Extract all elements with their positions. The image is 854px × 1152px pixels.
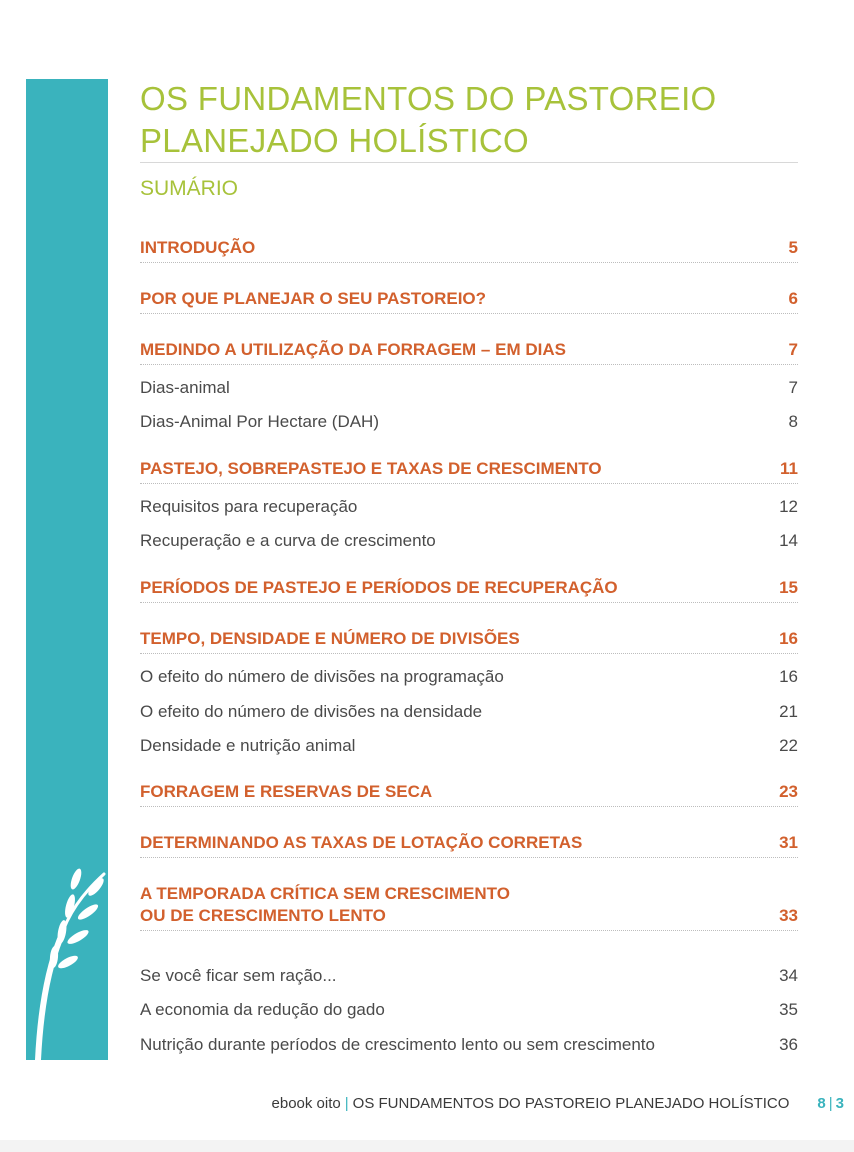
page-title: OS FUNDAMENTOS DO PASTOREIO PLANEJADO HOLÍSTICO <box>140 80 717 159</box>
toc-entry-label: PERÍODOS DE PASTEJO E PERÍODOS DE RECUPERAÇÃO <box>140 578 618 597</box>
toc-entry-label: Recuperação e a curva de crescimento <box>140 531 436 550</box>
toc-entry[interactable] <box>140 237 798 263</box>
toc-entry-label: DETERMINANDO AS TAXAS DE LOTAÇÃO CORRETAS <box>140 833 583 852</box>
toc-entry-page: 21 <box>779 702 798 721</box>
footer-page-number-right: 3 <box>835 1095 844 1112</box>
toc-entry[interactable] <box>140 735 798 757</box>
toc-entry[interactable] <box>140 288 798 314</box>
toc-entry-page: 14 <box>779 531 798 550</box>
toc-entry-label: A economia da redução do gado <box>140 1000 385 1019</box>
toc-entry[interactable] <box>140 411 798 433</box>
sidebar-band <box>26 79 108 1060</box>
toc-entry-label: TEMPO, DENSIDADE E NÚMERO DE DIVISÕES <box>140 629 520 648</box>
toc-entry-page: 12 <box>779 497 798 516</box>
toc-entry[interactable] <box>140 339 798 365</box>
toc-entry[interactable] <box>140 1034 798 1056</box>
toc-entry-label: Densidade e nutrição animal <box>140 736 356 755</box>
toc-entry-page: 15 <box>779 578 798 597</box>
toc-entry-page: 11 <box>780 459 798 478</box>
toc-entry-page: 6 <box>788 289 798 308</box>
toc-entry-label: PASTEJO, SOBREPASTEJO E TAXAS DE CRESCIMENTO <box>140 459 602 478</box>
toc-entry-label: Requisitos para recuperação <box>140 497 358 516</box>
toc-entry-label: Nutrição durante períodos de crescimento lento ou sem crescimento <box>140 1035 655 1054</box>
toc-entry[interactable] <box>140 666 798 688</box>
toc-entry-label: A TEMPORADA CRÍTICA SEM CRESCIMENTO OU DE CRESCIMENTO LENTO <box>140 884 510 925</box>
toc-entry[interactable] <box>140 965 798 987</box>
toc-entry[interactable] <box>140 883 798 931</box>
toc-entry[interactable] <box>140 781 798 807</box>
toc-entry-page: 16 <box>779 667 798 686</box>
toc-entry-label: O efeito do número de divisões na programação <box>140 667 504 686</box>
toc-entry[interactable] <box>140 458 798 484</box>
toc-entry-label: MEDINDO A UTILIZAÇÃO DA FORRAGEM – EM DIAS <box>140 340 566 359</box>
footer-separator: | <box>344 1095 349 1112</box>
toc-entry[interactable] <box>140 999 798 1021</box>
toc-entry-page: 33 <box>779 906 798 925</box>
toc-entry[interactable] <box>140 701 798 723</box>
toc-entry-page: 31 <box>779 833 798 852</box>
toc-entry-page: 7 <box>788 378 798 397</box>
toc-entry-label: POR QUE PLANEJAR O SEU PASTOREIO? <box>140 289 487 308</box>
toc-entry-page: 5 <box>788 238 798 257</box>
toc-entry[interactable] <box>140 530 798 552</box>
toc-entry-page: 36 <box>779 1035 798 1054</box>
toc-entry-label: O efeito do número de divisões na densidade <box>140 702 483 721</box>
footer-ebook-label: ebook oito <box>271 1095 341 1112</box>
footer-page-separator: | <box>828 1095 833 1112</box>
toc-entry-label: INTRODUÇÃO <box>140 238 256 257</box>
toc-entry[interactable] <box>140 577 798 603</box>
toc-entry-label: Dias-Animal Por Hectare (DAH) <box>140 412 379 431</box>
toc-entry-page: 34 <box>779 966 798 985</box>
toc-entry-page: 16 <box>779 629 798 648</box>
toc-entry-page: 22 <box>779 736 798 755</box>
toc-entry-page: 23 <box>779 782 798 801</box>
toc-heading: SUMÁRIO <box>140 177 239 200</box>
toc-entry[interactable] <box>140 832 798 858</box>
toc-entry-label: Dias-animal <box>140 378 230 397</box>
toc-entry-page: 8 <box>788 412 798 431</box>
toc-entry[interactable] <box>140 496 798 518</box>
grass-sprig-icon <box>26 79 108 1060</box>
toc-entry-label: FORRAGEM E RESERVAS DE SECA <box>140 782 433 801</box>
toc-entry[interactable] <box>140 377 798 399</box>
toc-entry-page: 7 <box>788 340 798 359</box>
toc-entry[interactable] <box>140 628 798 654</box>
page-footer <box>0 1094 844 1114</box>
toc-entry-label: Se você ficar sem ração... <box>140 966 337 985</box>
toc-entry-page: 35 <box>779 1000 798 1019</box>
footer-book-title: OS FUNDAMENTOS DO PASTOREIO PLANEJADO HOLÍSTICO <box>352 1095 790 1112</box>
title-divider <box>140 162 798 163</box>
footer-page-number: 8 <box>817 1095 826 1112</box>
